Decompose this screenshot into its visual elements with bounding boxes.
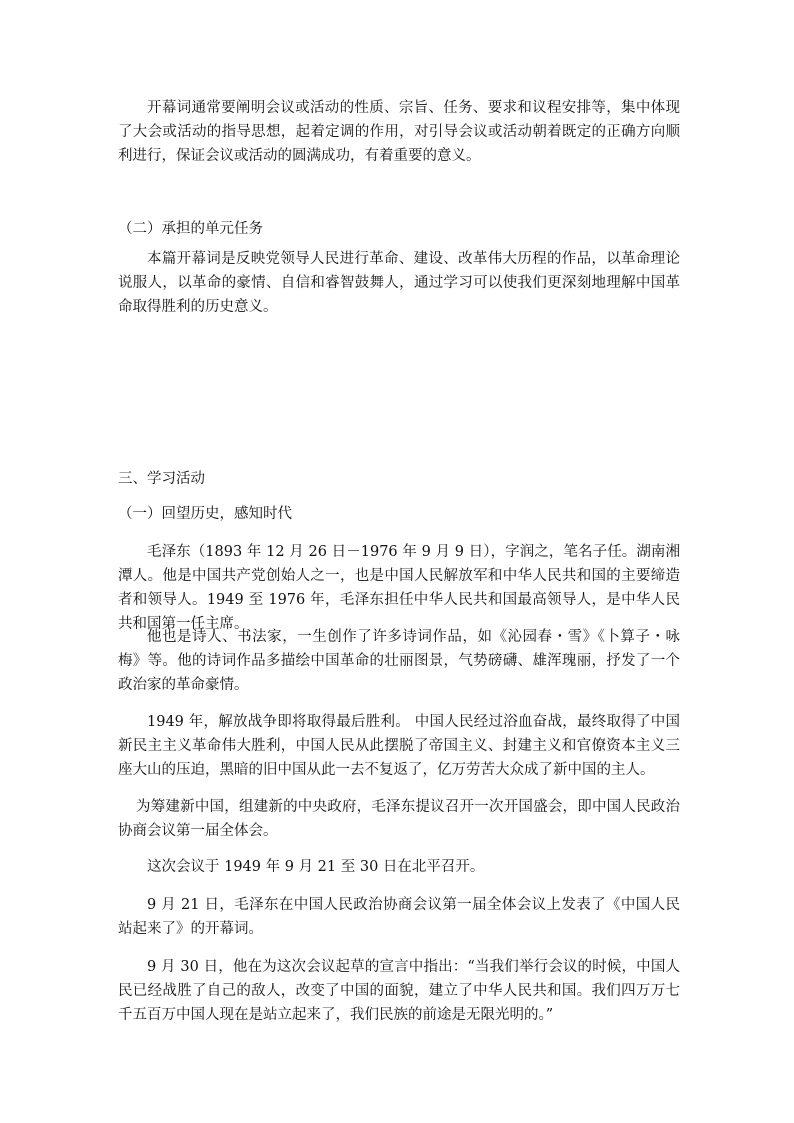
subsection-one-heading: （一）回望历史，感知时代 bbox=[118, 506, 292, 522]
section-three-heading: 三、学习活动 bbox=[118, 471, 205, 487]
paragraph-declaration: 9 月 30 日，他在为这次会议起草的宣言中指出：“当我们举行会议的时候，中国人民已经战胜了自己的敌人，改变了中国的面貌，建立了中华人民共和国。我们四万万七千五百万中国人现在是站立起来了，我们民族的前途是无限光明的。” bbox=[118, 959, 680, 1023]
paragraph-poet: 他也是诗人、书法家，一生创作了许多诗词作品，如《沁园春・雪》《卜算子・咏梅》等。他的诗词作品多描绘中国革命的壮丽图景，气势磅礴、雄浑瑰丽，抒发了一个政治家的革命豪情。 bbox=[118, 629, 680, 693]
section-two-paragraph: 本篇开幕词是反映党领导人民进行革命、建设、改革伟大历程的作品，以革命理论说服人，以革命的豪情、自信和睿智鼓舞人，通过学习可以使我们更深刻地理解中国革命取得胜利的历史意义。 bbox=[118, 251, 680, 315]
intro-paragraph: 开幕词通常要阐明会议或活动的性质、宗旨、任务、要求和议程安排等，集中体现了大会或活动的指导思想，起着定调的作用，对引导会议或活动朝着既定的正确方向顺利进行，保证会议或活动的圆满成功，有着重要的意义。 bbox=[118, 100, 680, 164]
paragraph-1949-victory: 1949 年，解放战争即将取得最后胜利。 中国人民经过浴血奋战，最终取得了中国新民主主义革命伟大胜利，中国人民从此摆脱了帝国主义、封建主义和官僚资本主义三座大山的压迫，黑暗的旧中国从此一去不复返了，亿万劳苦大众成了新中国的主人。 bbox=[118, 714, 680, 778]
paragraph-founding-proposal: 为筹建新中国，组建新的中央政府，毛泽东提议召开一次开国盛会，即中国人民政治协商会议第一届全体会。 bbox=[118, 799, 680, 839]
paragraph-meeting-dates: 这次会议于 1949 年 9 月 21 至 30 日在北平召开。 bbox=[147, 859, 485, 875]
section-two-heading: （二）承担的单元任务 bbox=[118, 221, 263, 237]
paragraph-mao-biography: 毛泽东（1893 年 12 月 26 日－1976 年 9 月 9 日），字润之，笔名子任。湖南湘潭人。他是中国共产党创始人之一，也是中国人民解放军和中华人民共和国的主要缔造者和领导人。1949 至 1976 年，毛泽东担任中华人民共和国最高领导人，是中华人民共和国第一任主席。 bbox=[118, 544, 680, 632]
paragraph-opening-speech: 9 月 21 日，毛泽东在中国人民政治协商会议第一届全体会议上发表了《中国人民站起来了》的开幕词。 bbox=[118, 897, 680, 937]
